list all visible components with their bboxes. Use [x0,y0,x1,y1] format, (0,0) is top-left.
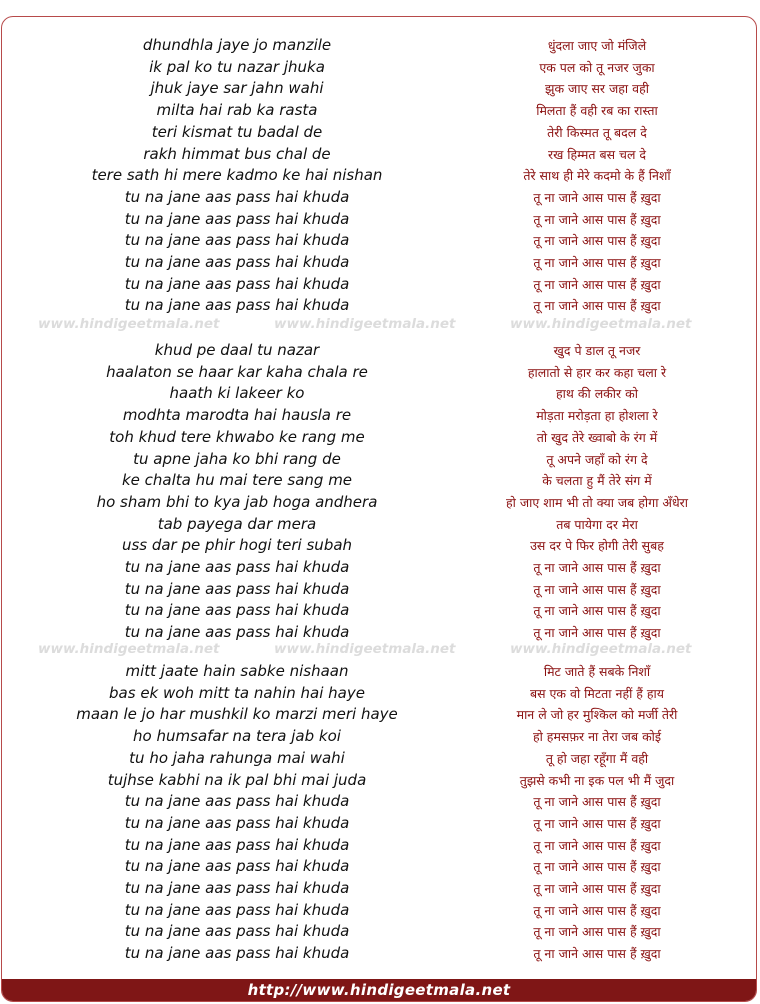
roman-lyric-line: tu na jane aas pass hai khuda [124,209,350,228]
roman-lyric-line: tu na jane aas pass hai khuda [124,623,350,642]
hindi-lyric-line: तू ना जाने आस पास हैं ख़ुदा [533,881,661,896]
hindi-lyric-line: तू अपने जहाँ को रंग दे [546,451,648,467]
roman-lyric-line: tu na jane aas pass hai khuda [124,792,350,811]
roman-lyric-line: dhundhla jaye jo manzile [142,36,332,54]
hindi-lyric-line: तू ना जाने आस पास हैं ख़ुदा [533,794,661,810]
roman-lyric-line: ho humsafar na tera jab koi [133,727,341,746]
hindi-lyric-line: तू ना जाने आस पास हैं ख़ुदा [533,946,661,962]
watermark-row [2,316,756,334]
roman-lyric-line: haalaton se haar kar kaha chala re [106,362,368,381]
hindi-lyric-line: हाथ की लकीर को [556,386,638,402]
hindi-lyric-line: तू ना जाने आस पास हैं ख़ुदा [533,276,661,292]
roman-lyric-line: tu na jane aas pass hai khuda [124,187,350,206]
roman-lyric-line: tab payega dar mera [157,514,317,533]
hindi-lyric-line: तू ना जाने आस पास हैं ख़ुदा [533,581,661,597]
hindi-lyric-line: बस एक वो मिटता नहीं हैं हाय [529,685,665,701]
roman-lyric-line: tere sath hi mere kadmo ke hai nishan [91,166,383,185]
roman-lyric-line: tu na jane aas pass hai khuda [124,835,350,854]
roman-lyric-line: ho sham bhi to kya jab hoga andhera [96,492,378,511]
hindi-lyric-line: रख हिम्मत बस चल दे [547,146,647,162]
roman-lyric-line: tu na jane aas pass hai khuda [124,857,350,876]
hindi-lyric-line: तेरी किस्मत तू बदल दे [547,124,647,140]
roman-lyric-line: ke chalta hu mai tere sang me [121,471,353,490]
roman-lyric-line: mitt jaate hain sabke nishaan [125,662,349,680]
roman-lyric-line: milta hai rab ka rasta [156,101,318,120]
roman-lyric-line: tu na jane aas pass hai khuda [124,601,350,620]
hindi-lyric-line: तू ना जाने आस पास हैं ख़ुदा [533,603,661,619]
hindi-lyric-line: तब पायेगा दर मेरा [556,516,638,532]
roman-lyric-line: tu na jane aas pass hai khuda [124,274,350,293]
roman-lyric-line: tu na jane aas pass hai khuda [124,579,350,598]
hindi-lyric-line: मिट जाते हैं सबके निशाँ [543,664,651,679]
hindi-lyric-line: हालातो से हार कर कहा चला रे [527,364,667,380]
hindi-lyric-line: खुद पे डाल तू नजर [553,343,641,358]
hindi-lyric-line: हो जाए शाम भी तो क्या जब होगा अँधेरा [505,494,688,510]
watermark-text: www.hindigeetmala.net [38,316,220,332]
roman-lyric-line: tu na jane aas pass hai khuda [124,944,350,963]
roman-lyric-line: jhuk jaye sar jahn wahi [150,79,324,98]
roman-lyric-line: tu na jane aas pass hai khuda [124,813,350,832]
footer-bar [2,979,756,1001]
roman-lyric-line: modhta marodta hai hausla re [122,406,352,425]
watermark-row [2,641,756,659]
roman-lyric-line: tu ho jaha rahunga mai wahi [129,748,345,767]
roman-lyric-line: rakh himmat bus chal de [143,144,331,163]
footer-url-link[interactable]: http://www.hindigeetmala.net [247,981,511,999]
hindi-lyric-line: तू ना जाने आस पास हैं ख़ुदा [533,902,661,918]
roman-lyric-line: tu na jane aas pass hai khuda [124,879,350,897]
hindi-lyric-line: के चलता हु मैं तेरे संग में [542,473,652,489]
hindi-lyric-line: एक पल को तू नजर जुका [539,59,655,75]
roman-lyric-line: haath ki lakeer ko [169,384,305,403]
hindi-lyric-line: तू ना जाने आस पास हैं ख़ुदा [533,298,661,314]
roman-lyric-line: toh khud tere khwabo ke rang me [109,427,365,446]
hindi-lyric-line: तू ना जाने आस पास हैं ख़ुदा [533,233,661,249]
roman-lyric-line: tu na jane aas pass hai khuda [124,253,350,271]
hindi-lyric-line: तू ना जाने आस पास हैं ख़ुदा [533,837,661,853]
hindi-lyric-line: झुक जाए सर जहा वही [545,81,649,97]
roman-lyric-line: tu na jane aas pass hai khuda [124,296,350,315]
roman-lyric-line: tu na jane aas pass hai khuda [124,558,350,576]
hindi-lyric-line: तू ना जाने आस पास हैं ख़ुदा [533,924,661,940]
roman-lyric-line: tu na jane aas pass hai khuda [124,231,350,250]
hindi-lyric-line: तेरे साथ ही मेरे कदमो के हैं निशाँ [523,168,671,184]
roman-lyric-line: ik pal ko tu nazar jhuka [149,57,325,76]
roman-lyric-line: maan le jo har mushkil ko marzi meri haye [76,705,398,724]
hindi-lyric-line: धुंदला जाए जो मंजिले [547,38,647,53]
hindi-lyric-line: हो हमसफ़र ना तेरा जब कोई [532,729,662,745]
roman-lyric-line: teri kismat tu badal de [151,122,323,141]
hindi-lyric-line: उस दर पे फिर होगी तेरी सुबह [530,538,664,554]
hindi-lyric-line: तो खुद तेरे ख्वाबो के रंग में [536,429,658,445]
roman-lyric-line: tujhse kabhi na ik pal bhi mai juda [107,770,367,789]
roman-lyric-line: bas ek woh mitt ta nahin hai haye [109,683,365,702]
watermark-text: www.hindigeetmala.net [38,641,220,657]
watermark-text: www.hindigeetmala.net [274,316,456,332]
roman-lyric-line: khud pe daal tu nazar [154,341,320,359]
roman-lyric-line: uss dar pe phir hogi teri subah [121,536,353,555]
watermark-text: www.hindigeetmala.net [510,641,692,657]
hindi-lyric-line: तू ना जाने आस पास हैं ख़ुदा [533,625,661,641]
hindi-lyric-line: तू ना जाने आस पास हैं ख़ुदा [533,859,661,875]
hindi-lyric-line: मिलता हैं वही रब का रास्ता [536,103,658,119]
hindi-lyric-line: तू ना जाने आस पास हैं ख़ुदा [533,211,661,227]
hindi-lyric-line: तू ना जाने आस पास हैं ख़ुदा [533,560,661,575]
watermark-text: www.hindigeetmala.net [510,316,692,332]
hindi-lyric-line: तू ना जाने आस पास हैं ख़ुदा [533,255,661,270]
hindi-lyric-line: तुझसे कभी ना इक पल भी मैं जुदा [519,772,675,788]
hindi-lyric-line: मोड़ता मरोड़ता हा होशला रे [536,408,658,424]
roman-lyric-line: tu na jane aas pass hai khuda [124,922,350,941]
hindi-lyric-line: तू हो जहा रहूँगा मैं वही [545,750,649,766]
hindi-lyric-line: मान ले जो हर मुश्किल को मर्जी तेरी [516,707,678,723]
hindi-lyric-line: तू ना जाने आस पास हैं ख़ुदा [533,189,661,205]
lyrics-frame [1,16,757,1002]
watermark-text: www.hindigeetmala.net [274,641,456,657]
roman-lyric-line: tu na jane aas pass hai khuda [124,900,350,919]
roman-lyric-line: tu apne jaha ko bhi rang de [133,449,341,468]
hindi-lyric-line: तू ना जाने आस पास हैं ख़ुदा [533,815,661,831]
